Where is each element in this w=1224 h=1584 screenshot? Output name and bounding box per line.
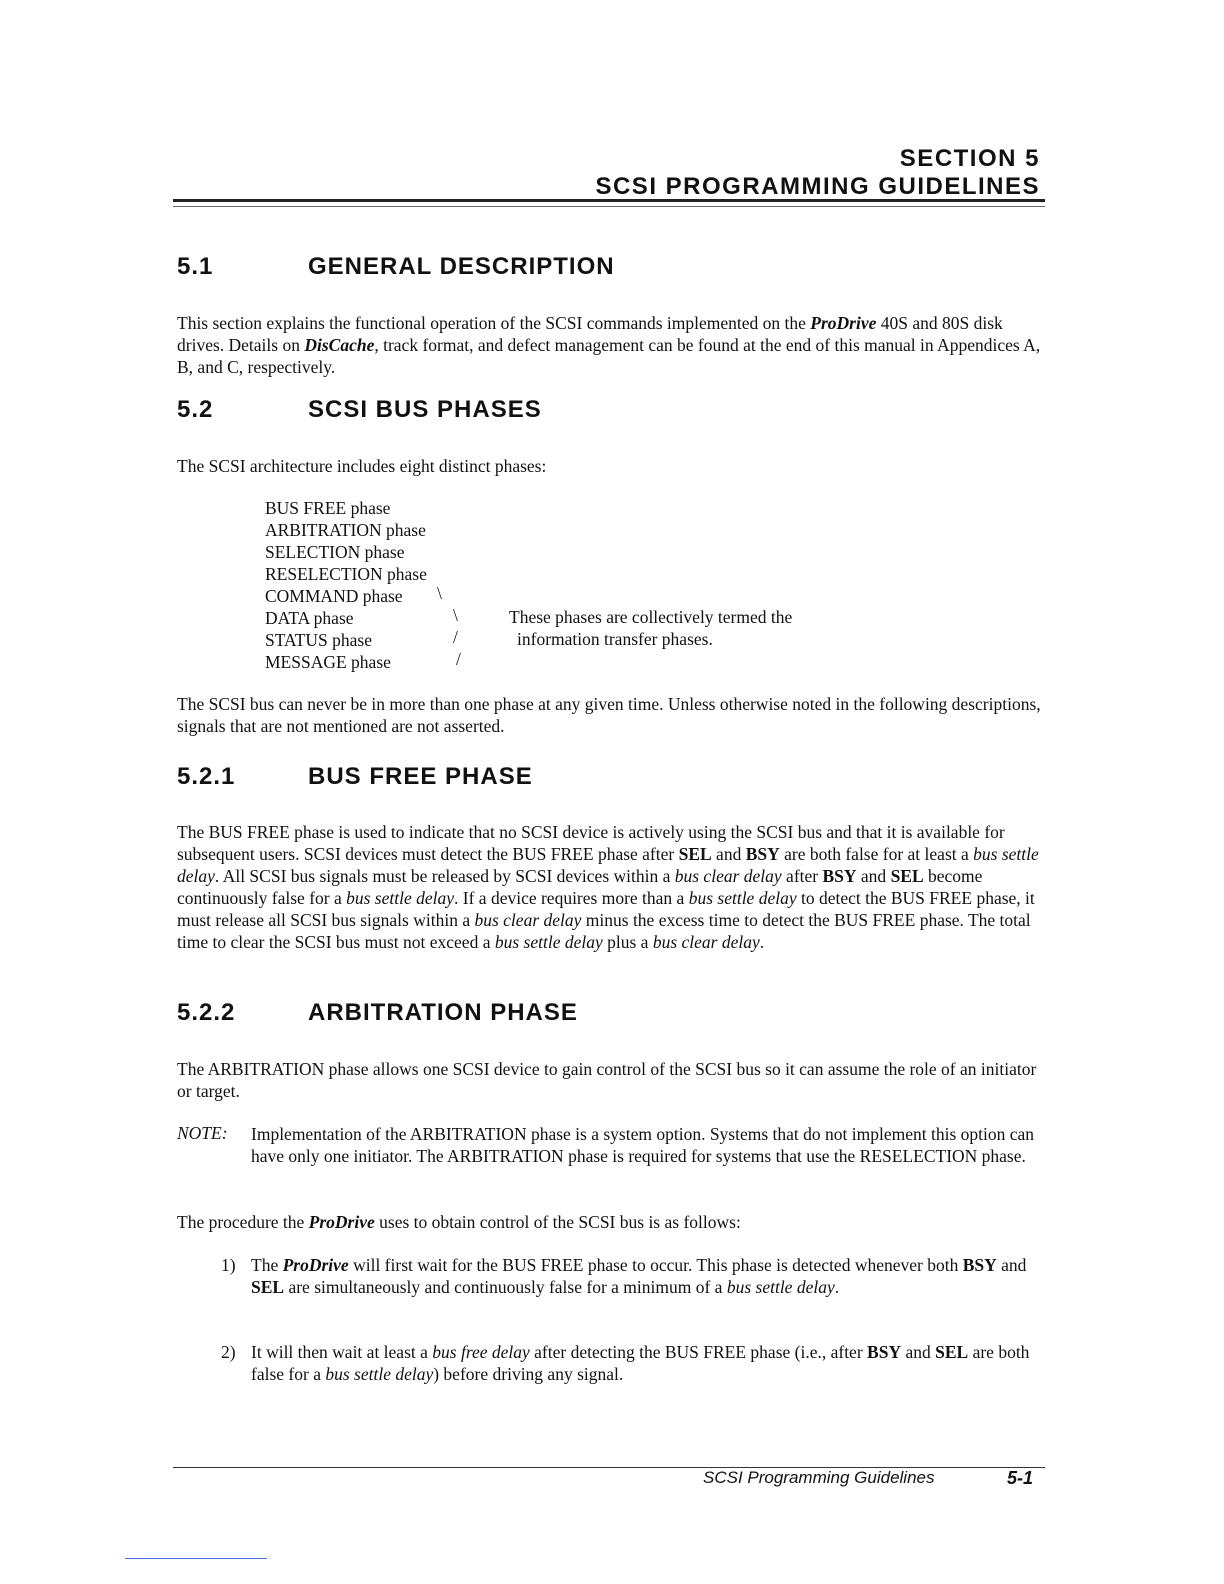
list-item: MESSAGE phase [265, 652, 391, 672]
text-run: 40S and 80S disk drives. Details on [177, 313, 1003, 355]
text-run: . [834, 1277, 840, 1297]
text-run: plus a [602, 932, 653, 952]
section-header [595, 145, 1040, 201]
header-rule [173, 199, 1045, 207]
text-run: and [711, 844, 746, 864]
heading-number: 5.2 [177, 396, 214, 423]
text-run: The BUS FREE phase is used to indicate that no SCSI device is actively using the SCSI bus and that it is available for subsequent users. SCSI devices must detect the BUS FREE phase after [177, 822, 1005, 864]
heading-number: 5.2.2 [177, 999, 236, 1026]
product-name: DisCache [304, 335, 375, 355]
general-description-paragraph [177, 312, 1049, 378]
term: bus settle delay [494, 932, 603, 952]
text-run: become continuously false for a [177, 866, 983, 908]
list-item: BUS FREE phase [265, 498, 391, 518]
signal-name: BSY [962, 1255, 997, 1275]
list-item: DATA phase [265, 608, 354, 628]
text-run: after detecting the BUS FREE phase (i.e., after [529, 1342, 868, 1362]
heading-5-2-2 [177, 999, 578, 1027]
text-run: will first wait for the BUS FREE phase to occur. This phase is detected whenever both [348, 1255, 963, 1275]
term: bus free delay [432, 1342, 530, 1362]
bracket-mark: / [453, 627, 458, 647]
text-run: . If a device requires more than a [454, 888, 689, 908]
signal-name: SEL [935, 1342, 969, 1362]
signal-name: SEL [678, 844, 712, 864]
list-item: ARBITRATION phase [265, 520, 426, 540]
text-run: to detect the BUS FREE phase, it must release all SCSI bus signals within a [177, 888, 1035, 930]
heading-5-2-1 [177, 763, 533, 791]
step-number: 2) [221, 1342, 236, 1362]
bus-free-paragraph [177, 821, 1049, 953]
scan-edge-mark [125, 1558, 267, 1559]
bracket-mark: \ [453, 605, 458, 625]
arbitration-intro: The ARBITRATION phase allows one SCSI device to gain control of the SCSI bus so it can assume the role of an initiator or target. [177, 1059, 1037, 1101]
note-body: Implementation of the ARBITRATION phase is a system option. Systems that do not implement this option can have only one initiator. The ARBITRATION phase is required for systems that use the RESELECTION phase. [251, 1124, 1035, 1166]
signal-name: BSY [745, 844, 780, 864]
bracket-mark: / [456, 649, 461, 669]
text-run: minus the excess time to detect the BUS FREE phase. The total time to clear the SCSI bus must not exceed a [177, 910, 1031, 952]
term: bus settle delay [688, 888, 797, 908]
bracket-mark: \ [437, 583, 442, 603]
footer-title: SCSI Programming Guidelines [703, 1468, 935, 1487]
list-item: COMMAND phase [265, 586, 403, 606]
text-run: are simultaneously and continuously false for a minimum of a [284, 1277, 727, 1297]
bus-phases-outro: The SCSI bus can never be in more than one phase at any given time. Unless otherwise noted in the following descriptions, signals that are not mentioned are not asserted. [177, 694, 1041, 736]
text-run: , track format, and defect management can be found at the end of this manual in Appendices A, B, and C, respectively. [177, 335, 1041, 377]
list-item: RESELECTION phase [265, 564, 427, 584]
heading-number: 5.2.1 [177, 763, 236, 790]
heading-number: 5.1 [177, 253, 214, 280]
heading-title: SCSI BUS PHASES [308, 396, 542, 423]
phase-group-note [509, 606, 792, 650]
signal-name: BSY [867, 1342, 902, 1362]
text-run: and [901, 1342, 936, 1362]
heading-5-1 [177, 253, 615, 281]
note-line: information transfer phases. [517, 629, 713, 649]
section-number: SECTION 5 [899, 145, 1040, 172]
heading-title: GENERAL DESCRIPTION [308, 253, 615, 280]
step-text [251, 1254, 1043, 1298]
signal-name: SEL [251, 1277, 285, 1297]
step-number: 1) [221, 1255, 236, 1275]
term: bus settle delay [726, 1277, 835, 1297]
text-run: and [996, 1255, 1027, 1275]
term: bus clear delay [474, 910, 582, 930]
text-run: . [759, 932, 765, 952]
procedure-step-2 [221, 1341, 1043, 1385]
text-run: This section explains the functional operation of the SCSI commands implemented on the [177, 313, 811, 333]
text-run: and [856, 866, 891, 886]
product-name: ProDrive [308, 1212, 375, 1232]
bus-phases-intro: The SCSI architecture includes eight distinct phases: [177, 456, 547, 476]
heading-title: ARBITRATION PHASE [308, 999, 578, 1026]
signal-name: BSY [822, 866, 857, 886]
term: bus settle delay [177, 844, 1039, 886]
text-run: It will then wait at least a [251, 1342, 433, 1362]
term: bus clear delay [652, 932, 760, 952]
term: bus settle delay [346, 888, 455, 908]
procedure-intro [177, 1211, 1049, 1233]
footer-page-number: 5-1 [1007, 1468, 1034, 1488]
product-name: ProDrive [282, 1255, 349, 1275]
text-run: after [781, 866, 823, 886]
text-run: are both false for a [251, 1342, 1030, 1384]
text-run: uses to obtain control of the SCSI bus is as follows: [374, 1212, 741, 1232]
text-run: The procedure the [177, 1212, 309, 1232]
list-item: SELECTION phase [265, 542, 405, 562]
list-item: STATUS phase [265, 630, 372, 650]
heading-5-2 [177, 396, 542, 424]
step-text [251, 1341, 1043, 1385]
section-title: SCSI PROGRAMMING GUIDELINES [595, 173, 1040, 200]
product-name: ProDrive [810, 313, 877, 333]
term: bus settle delay [325, 1364, 434, 1384]
term: bus clear delay [674, 866, 782, 886]
text-run: are both false for at least a [779, 844, 974, 864]
text-run: ) before driving any signal. [433, 1364, 624, 1384]
signal-name: SEL [890, 866, 924, 886]
text-run: . All SCSI bus signals must be released by SCSI devices within a [214, 866, 675, 886]
phase-list [265, 497, 427, 673]
procedure-step-1 [221, 1254, 1043, 1298]
note-label: NOTE: [177, 1123, 228, 1143]
heading-title: BUS FREE PHASE [308, 763, 533, 790]
note-line: These phases are collectively termed the [509, 607, 793, 627]
text-run: The [251, 1255, 283, 1275]
